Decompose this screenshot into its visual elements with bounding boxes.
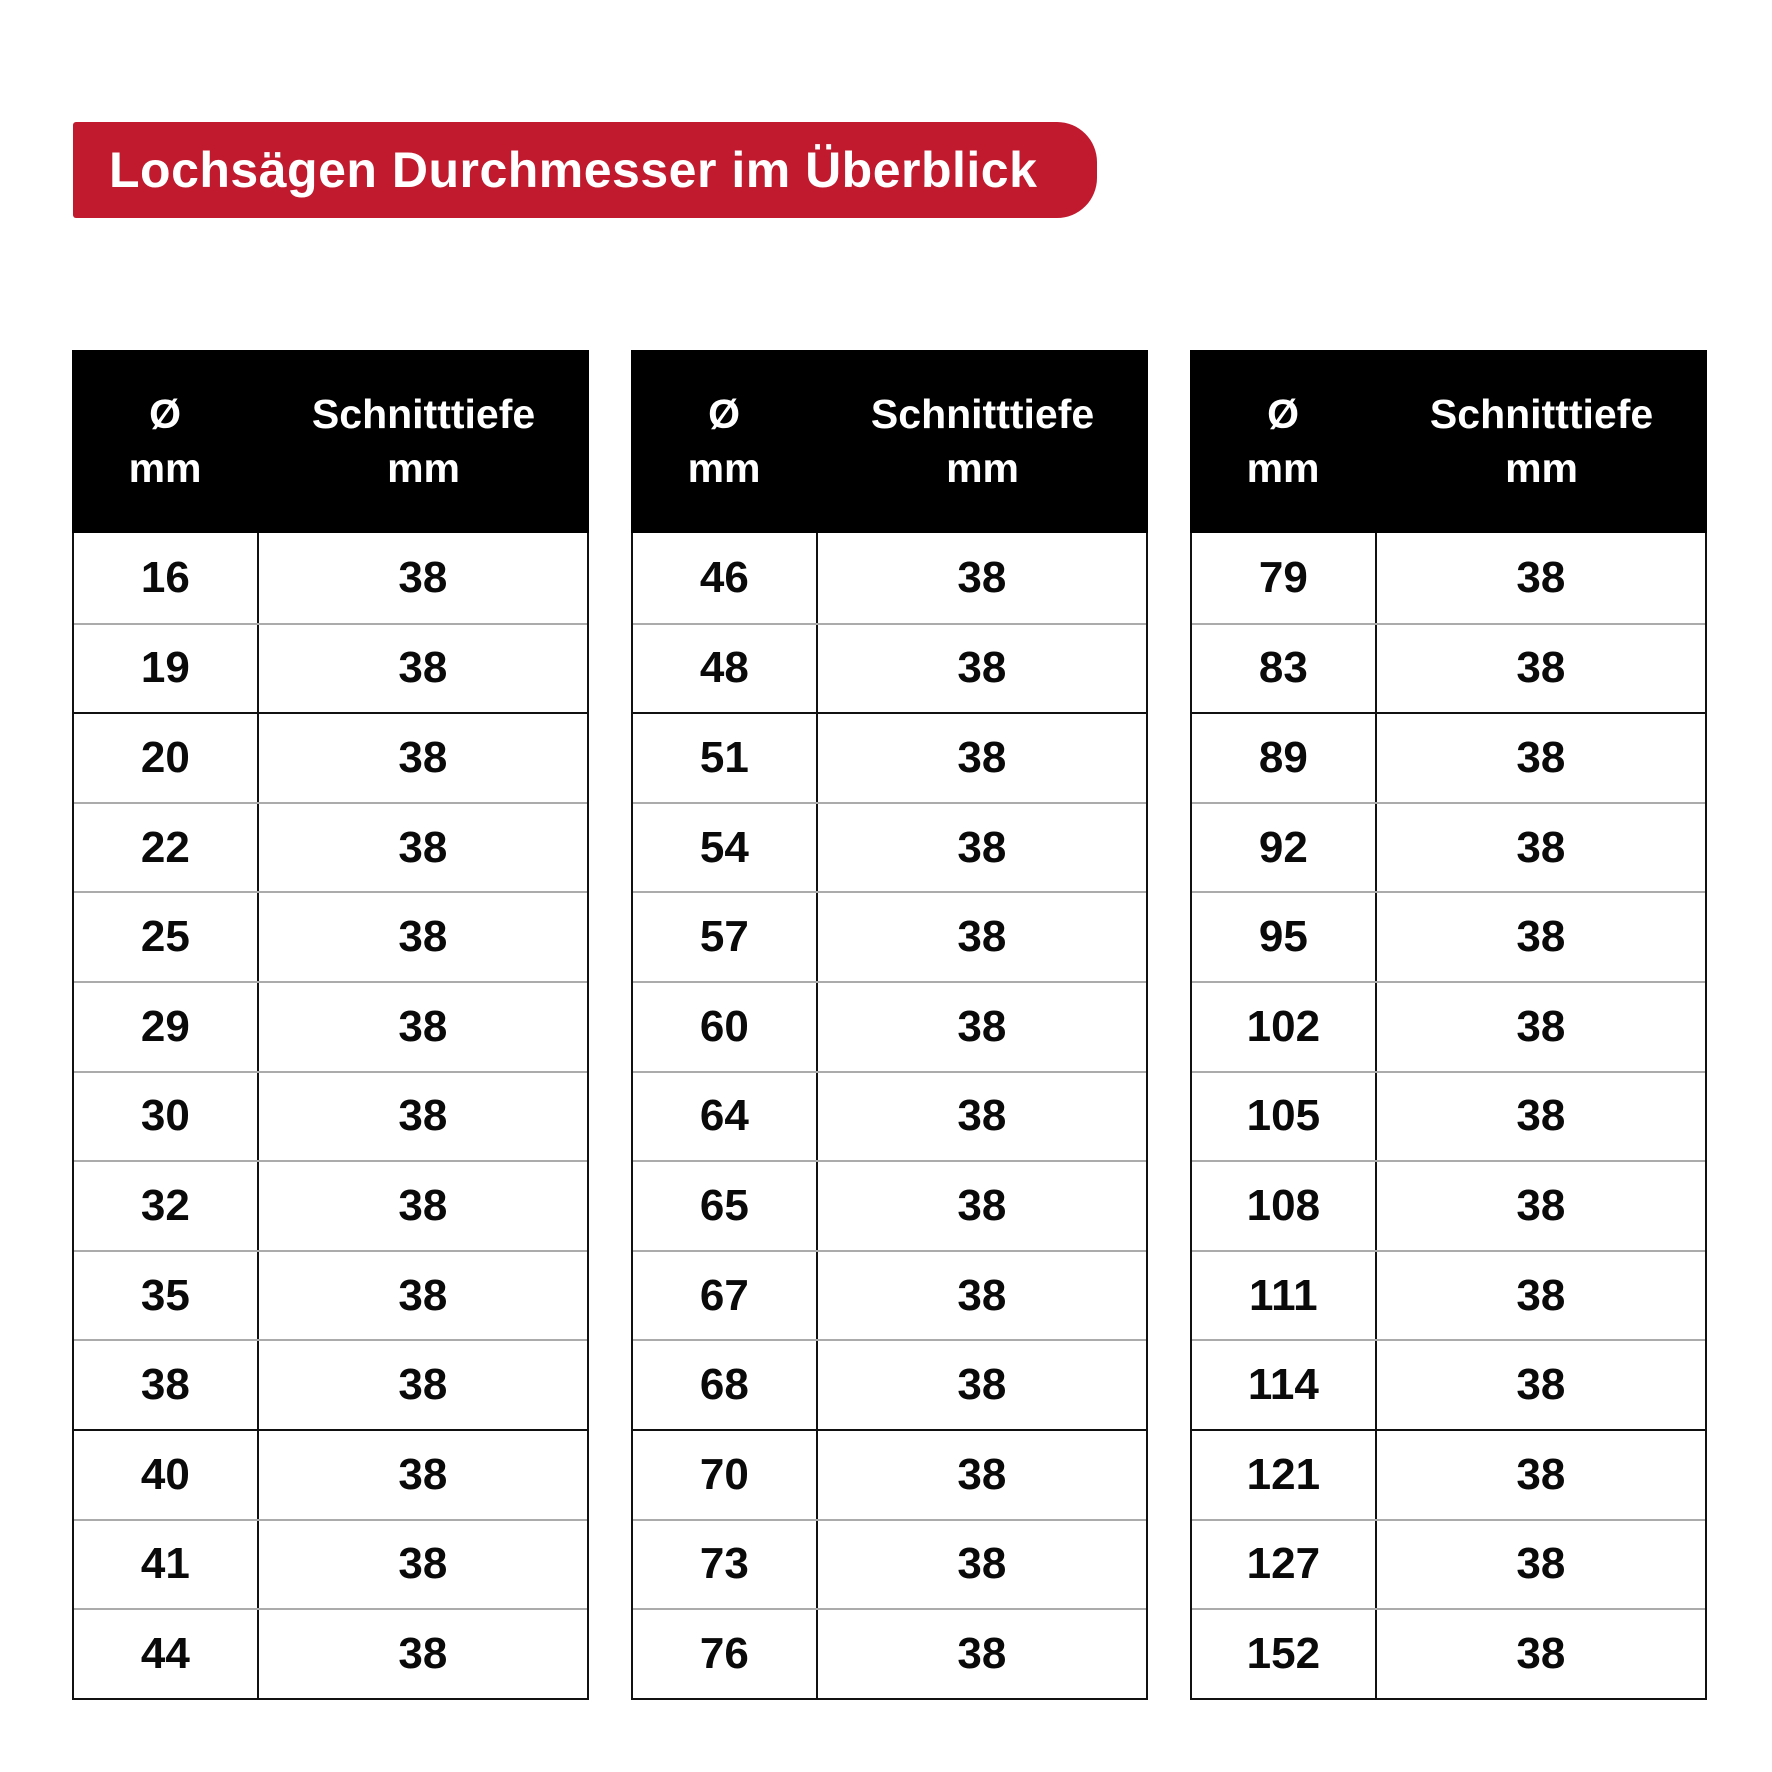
cut-depth-value: 38 — [1516, 912, 1566, 962]
diameter-unit: mm — [1246, 444, 1320, 491]
table-row — [633, 1608, 1146, 1698]
cut-depth-value: 38 — [398, 1180, 448, 1230]
diameter-value: 152 — [1192, 1610, 1377, 1698]
diameter-symbol: Ø — [708, 391, 740, 438]
diameter-value: 95 — [1192, 893, 1377, 981]
table-row — [74, 1429, 587, 1519]
table-body — [72, 533, 589, 1700]
header-cut-depth — [258, 350, 589, 533]
diameter-value: 64 — [633, 1073, 818, 1161]
cut-depth-value: 38 — [957, 1360, 1007, 1410]
diameter-value: 121 — [1192, 1431, 1377, 1519]
header-diameter — [72, 350, 258, 533]
diameter-value: 83 — [1192, 625, 1377, 713]
diameter-value: 19 — [74, 625, 259, 713]
diameter-symbol: Ø — [149, 391, 181, 438]
cut-depth-value: 38 — [1516, 1628, 1566, 1678]
cut-depth-value: 38 — [957, 1539, 1007, 1589]
table-row — [633, 1250, 1146, 1340]
diameter-value: 38 — [74, 1341, 259, 1429]
cut-depth-value: 38 — [1516, 1270, 1566, 1320]
cut-depth-value: 38 — [957, 1449, 1007, 1499]
diameter-value: 54 — [633, 804, 818, 892]
diameter-value: 108 — [1192, 1162, 1377, 1250]
table-row — [1192, 1071, 1705, 1161]
table-row — [1192, 533, 1705, 623]
diameter-value: 41 — [74, 1521, 259, 1609]
diameter-symbol: Ø — [1267, 391, 1299, 438]
table-row — [1192, 891, 1705, 981]
diameter-value: 30 — [74, 1073, 259, 1161]
table-row — [633, 1429, 1146, 1519]
diameter-value: 46 — [633, 533, 818, 623]
table-row — [633, 1160, 1146, 1250]
cut-depth-value: 38 — [957, 1001, 1007, 1051]
cut-depth-value: 38 — [957, 1180, 1007, 1230]
diameter-value: 20 — [74, 714, 259, 802]
diameter-value: 92 — [1192, 804, 1377, 892]
table-row — [633, 1339, 1146, 1429]
table-header — [1190, 350, 1707, 533]
diameter-value: 65 — [633, 1162, 818, 1250]
cut-depth-value: 38 — [1516, 1449, 1566, 1499]
table-row — [1192, 1160, 1705, 1250]
cut-depth-value: 38 — [398, 1449, 448, 1499]
cut-depth-value: 38 — [957, 643, 1007, 693]
table-header — [631, 350, 1148, 533]
cut-depth-value: 38 — [1516, 1539, 1566, 1589]
diameter-value: 48 — [633, 625, 818, 713]
table-row — [74, 712, 587, 802]
table-body — [1190, 533, 1707, 1700]
holesaw-table-3 — [1190, 350, 1707, 1700]
cut-depth-value: 38 — [398, 643, 448, 693]
table-row — [74, 1519, 587, 1609]
table-row — [74, 802, 587, 892]
table-row — [633, 981, 1146, 1071]
diameter-value: 22 — [74, 804, 259, 892]
header-cut-depth — [1376, 350, 1707, 533]
cut-depth-value: 38 — [957, 912, 1007, 962]
table-row — [1192, 1339, 1705, 1429]
diameter-value: 44 — [74, 1610, 259, 1698]
cut-depth-value: 38 — [1516, 1001, 1566, 1051]
diameter-value: 102 — [1192, 983, 1377, 1071]
holesaw-table-2 — [631, 350, 1148, 1700]
cut-depth-unit: mm — [946, 444, 1019, 491]
cut-depth-value: 38 — [398, 822, 448, 872]
table-row — [633, 712, 1146, 802]
cut-depth-value: 38 — [398, 732, 448, 782]
cut-depth-value: 38 — [398, 1539, 448, 1589]
cut-depth-value: 38 — [398, 1270, 448, 1320]
header-cut-depth — [817, 350, 1148, 533]
diameter-value: 35 — [74, 1252, 259, 1340]
table-row — [74, 533, 587, 623]
cut-depth-value: 38 — [1516, 732, 1566, 782]
table-row — [74, 981, 587, 1071]
cut-depth-value: 38 — [957, 732, 1007, 782]
table-row — [1192, 1250, 1705, 1340]
cut-depth-label: Schnitttiefe — [870, 391, 1095, 438]
table-row — [74, 1071, 587, 1161]
diameter-value: 114 — [1192, 1341, 1377, 1429]
cut-depth-value: 38 — [398, 1091, 448, 1141]
table-row — [633, 891, 1146, 981]
header-diameter — [631, 350, 817, 533]
table-row — [1192, 712, 1705, 802]
table-row — [1192, 1429, 1705, 1519]
diameter-value: 60 — [633, 983, 818, 1071]
cut-depth-value: 38 — [957, 1628, 1007, 1678]
table-row — [74, 1608, 587, 1698]
table-row — [1192, 623, 1705, 713]
page-title: Lochsägen Durchmesser im Überblick — [109, 142, 1038, 198]
diameter-value: 32 — [74, 1162, 259, 1250]
diameter-unit: mm — [128, 444, 202, 491]
table-row — [74, 1160, 587, 1250]
cut-depth-value: 38 — [398, 1001, 448, 1051]
table-row — [74, 1339, 587, 1429]
cut-depth-value: 38 — [1516, 1180, 1566, 1230]
table-row — [74, 1250, 587, 1340]
table-body — [631, 533, 1148, 1700]
table-row — [633, 623, 1146, 713]
title-banner — [73, 122, 1097, 218]
table-row — [1192, 1608, 1705, 1698]
holesaw-table-1 — [72, 350, 589, 1700]
table-row — [74, 891, 587, 981]
table-row — [633, 1071, 1146, 1161]
cut-depth-unit: mm — [387, 444, 460, 491]
diameter-value: 89 — [1192, 714, 1377, 802]
cut-depth-value: 38 — [1516, 552, 1566, 602]
diameter-value: 25 — [74, 893, 259, 981]
cut-depth-value: 38 — [1516, 1091, 1566, 1141]
diameter-unit: mm — [687, 444, 761, 491]
cut-depth-value: 38 — [1516, 1360, 1566, 1410]
cut-depth-value: 38 — [957, 1270, 1007, 1320]
table-row — [633, 1519, 1146, 1609]
table-row — [633, 533, 1146, 623]
diameter-value: 29 — [74, 983, 259, 1071]
header-diameter — [1190, 350, 1376, 533]
diameter-value: 70 — [633, 1431, 818, 1519]
cut-depth-value: 38 — [957, 552, 1007, 602]
diameter-value: 79 — [1192, 533, 1377, 623]
table-row — [1192, 1519, 1705, 1609]
diameter-value: 111 — [1192, 1252, 1377, 1340]
cut-depth-value: 38 — [1516, 643, 1566, 693]
cut-depth-value: 38 — [398, 1628, 448, 1678]
table-row — [1192, 802, 1705, 892]
cut-depth-value: 38 — [398, 912, 448, 962]
diameter-value: 68 — [633, 1341, 818, 1429]
diameter-value: 51 — [633, 714, 818, 802]
cut-depth-value: 38 — [957, 822, 1007, 872]
diameter-value: 16 — [74, 533, 259, 623]
table-header — [72, 350, 589, 533]
diameter-value: 73 — [633, 1521, 818, 1609]
table-row — [633, 802, 1146, 892]
cut-depth-label: Schnitttiefe — [311, 391, 536, 438]
diameter-value: 67 — [633, 1252, 818, 1340]
diameter-value: 127 — [1192, 1521, 1377, 1609]
diameter-value: 57 — [633, 893, 818, 981]
diameter-value: 105 — [1192, 1073, 1377, 1161]
diameter-value: 40 — [74, 1431, 259, 1519]
cut-depth-value: 38 — [398, 552, 448, 602]
cut-depth-unit: mm — [1505, 444, 1578, 491]
table-row — [1192, 981, 1705, 1071]
cut-depth-label: Schnitttiefe — [1429, 391, 1654, 438]
cut-depth-value: 38 — [1516, 822, 1566, 872]
table-row — [74, 623, 587, 713]
cut-depth-value: 38 — [957, 1091, 1007, 1141]
cut-depth-value: 38 — [398, 1360, 448, 1410]
diameter-value: 76 — [633, 1610, 818, 1698]
tables-container — [72, 350, 1707, 1700]
